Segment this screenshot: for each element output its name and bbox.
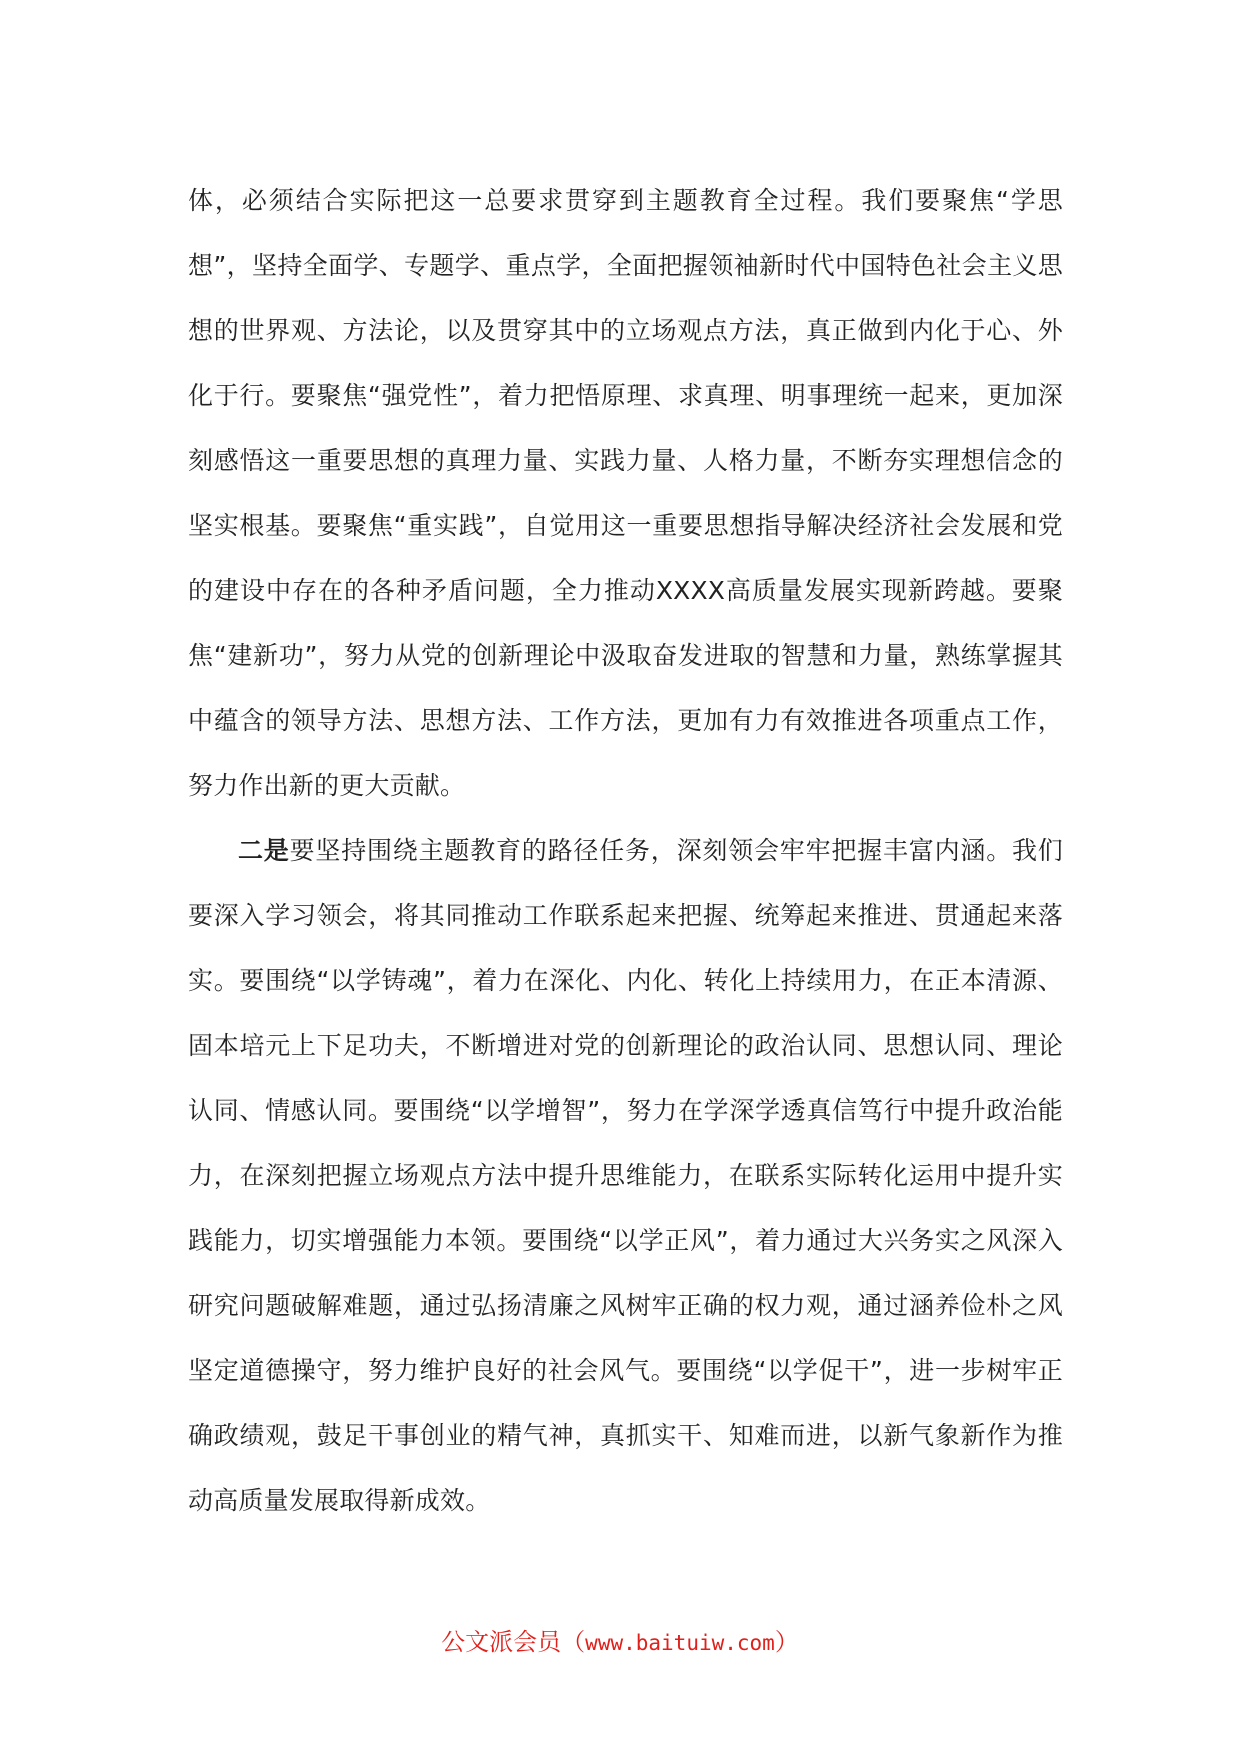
footer-label: 公文派会员 xyxy=(441,1628,562,1656)
body-paragraph-2 xyxy=(188,818,1063,1533)
footer-close-paren: ） xyxy=(774,1628,799,1656)
watermark-footer xyxy=(0,1625,1240,1660)
paragraph-1-text: 体，必须结合实际把这一总要求贯穿到主题教育全过程。我们要聚焦“学思想”，坚持全面学、专题学、重点学，全面把握领袖新时代中国特色社会主义思想的世界观、方法论，以及贯穿其中的立场观点方法，真正做到内化于心、外化于行。要聚焦“强党性”，着力把悟原理、求真理、明事理统一起来，更加深刻感悟这一重要思想的真理力量、实践力量、人格力量，不断夯实理想信念的坚实根基。要聚焦“重实践”，自觉用这一重要思想指导解决经济社会发展和党的建设中存在的各种矛盾问题，全力推动XXXX高质量发展实现新跨越。要聚焦“建新功”，努力从党的创新理论中汲取奋发进取的智慧和力量，熟练掌握其中蕴含的领导方法、思想方法、工作方法，更加有力有效推进各项重点工作，努力作出新的更大贡献。 xyxy=(188,186,1063,800)
paragraph-2-lead: 二是 xyxy=(238,836,290,865)
document-body xyxy=(188,168,1063,1533)
footer-open-paren: （ xyxy=(561,1628,586,1656)
paragraph-2-text: 要坚持围绕主题教育的路径任务，深刻领会牢牢把握丰富内涵。我们要深入学习领会，将其同推动工作联系起来把握、统筹起来推进、贯通起来落实。要围绕“以学铸魂”，着力在深化、内化、转化上持续用力，在正本清源、固本培元上下足功夫，不断增进对党的创新理论的政治认同、思想认同、理论认同、情感认同。要围绕“以学增智”，努力在学深学透真信笃行中提升政治能力，在深刻把握立场观点方法中提升思维能力，在联系实际转化运用中提升实践能力，切实增强能力本领。要围绕“以学正风”，着力通过大兴务实之风深入研究问题破解难题，通过弘扬清廉之风树牢正确的权力观，通过涵养俭朴之风坚定道德操守，努力维护良好的社会风气。要围绕“以学促干”，进一步树牢正确政绩观，鼓足干事创业的精气神，真抓实干、知难而进，以新气象新作为推动高质量发展取得新成效。 xyxy=(188,836,1063,1515)
body-paragraph-1 xyxy=(188,168,1063,818)
footer-url-link[interactable]: www.baituiw.com xyxy=(585,1631,775,1655)
